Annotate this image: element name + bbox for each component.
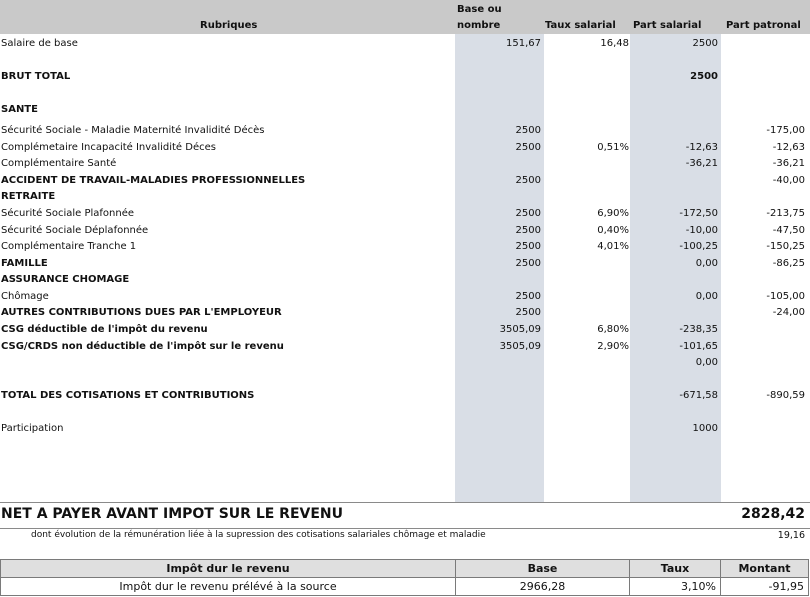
- remuneration-note-row: [0, 527, 810, 545]
- row-label: Sécurité Sociale Plafonnée: [1, 208, 135, 219]
- row-base: 2500: [515, 307, 541, 318]
- row-label: ACCIDENT DE TRAVAIL-MALADIES PROFESSIONNELLES: [1, 175, 306, 186]
- table-row: [0, 102, 810, 118]
- tax-header-montant: Montant: [721, 560, 809, 578]
- net-a-payer-value: 2828,42: [741, 506, 805, 522]
- income-tax-table: [0, 559, 809, 596]
- row-label: Complémentaire Santé: [1, 158, 117, 169]
- row-part-salarial: 0,00: [695, 291, 718, 302]
- row-base: 2500: [515, 291, 541, 302]
- header-base-line1: Base ou: [457, 4, 502, 15]
- row-part-patronal: -24,00: [772, 307, 805, 318]
- row-part-patronal: -213,75: [766, 208, 805, 219]
- remuneration-note-value: 19,16: [777, 530, 805, 541]
- row-label: FAMILLE: [1, 258, 48, 269]
- row-part-patronal: -86,25: [772, 258, 805, 269]
- row-taux: 6,90%: [597, 208, 629, 219]
- table-row: [0, 421, 810, 437]
- row-part-patronal: -12,63: [772, 142, 805, 153]
- row-taux: 2,90%: [597, 341, 629, 352]
- income-tax-row: [1, 578, 809, 596]
- tax-row-taux: 3,10%: [630, 578, 721, 596]
- net-a-payer-label: NET A PAYER AVANT IMPOT SUR LE REVENU: [1, 506, 344, 522]
- income-tax-header-row: [1, 560, 809, 578]
- row-base: 2500: [515, 175, 541, 186]
- table-row: [0, 223, 810, 239]
- row-label: Chômage: [1, 291, 49, 302]
- row-label: Sécurité Sociale - Maladie Maternité Invalidité Décès: [1, 125, 265, 136]
- row-part-patronal: -47,50: [772, 225, 805, 236]
- row-part-patronal: -36,21: [772, 158, 805, 169]
- table-header: [0, 0, 810, 34]
- row-part-salarial: -671,58: [679, 390, 718, 401]
- row-label: Sécurité Sociale Déplafonnée: [1, 225, 149, 236]
- table-row: [0, 289, 810, 305]
- row-label: Participation: [1, 423, 64, 434]
- table-row: [0, 305, 810, 321]
- tax-row-montant: -91,95: [721, 578, 809, 596]
- row-base: 2500: [515, 142, 541, 153]
- row-part-salarial: 2500: [692, 38, 718, 49]
- row-taux: 0,40%: [597, 225, 629, 236]
- row-taux: 4,01%: [597, 241, 629, 252]
- row-taux: 0,51%: [597, 142, 629, 153]
- table-row: [0, 206, 810, 222]
- table-row: [0, 69, 810, 85]
- row-part-salarial: 1000: [692, 423, 718, 434]
- row-base: 3505,09: [499, 324, 541, 335]
- table-row: [0, 256, 810, 272]
- table-row: [0, 36, 810, 52]
- row-base: 151,67: [506, 38, 541, 49]
- row-part-salarial: -172,50: [679, 208, 718, 219]
- row-base: 2500: [515, 225, 541, 236]
- row-part-salarial: -238,35: [679, 324, 718, 335]
- row-part-salarial: 0,00: [695, 357, 718, 368]
- table-row: [0, 272, 810, 288]
- row-base: 2500: [515, 125, 541, 136]
- header-base-line2: nombre: [457, 20, 501, 31]
- row-base: 3505,09: [499, 341, 541, 352]
- table-row: [0, 339, 810, 355]
- row-part-salarial: 0,00: [695, 258, 718, 269]
- row-part-salarial: 2500: [690, 71, 718, 82]
- row-label: CSG/CRDS non déductible de l'impôt sur le revenu: [1, 341, 284, 352]
- header-rubriques: Rubriques: [200, 20, 258, 31]
- row-part-salarial: -36,21: [685, 158, 718, 169]
- tax-header-base: Base: [456, 560, 630, 578]
- table-row: [0, 123, 810, 139]
- remuneration-note-label: dont évolution de la rémunération liée à la supression des cotisations salariales chômage et maladie: [31, 530, 486, 540]
- row-label: Salaire de base: [1, 38, 78, 49]
- row-base: 2500: [515, 241, 541, 252]
- row-taux: 6,80%: [597, 324, 629, 335]
- header-taux-salarial: Taux salarial: [545, 20, 616, 31]
- table-row: [0, 322, 810, 338]
- row-part-patronal: -175,00: [766, 125, 805, 136]
- row-label: CSG déductible de l'impôt du revenu: [1, 324, 208, 335]
- net-a-payer-row: [0, 502, 810, 529]
- row-part-salarial: -12,63: [685, 142, 718, 153]
- row-taux: 16,48: [600, 38, 629, 49]
- tax-header-taux: Taux: [630, 560, 721, 578]
- table-row: [0, 140, 810, 156]
- tax-row-base: 2966,28: [456, 578, 630, 596]
- header-part-salarial: Part salarial: [633, 20, 702, 31]
- row-label: RETRAITE: [1, 191, 56, 202]
- row-label: Complémetaire Incapacité Invalidité Déces: [1, 142, 216, 153]
- table-row: [0, 173, 810, 189]
- row-label: BRUT TOTAL: [1, 71, 71, 82]
- row-label: Complémentaire Tranche 1: [1, 241, 137, 252]
- row-label: TOTAL DES COTISATIONS ET CONTRIBUTIONS: [1, 390, 255, 401]
- row-part-salarial: -101,65: [679, 341, 718, 352]
- row-label: AUTRES CONTRIBUTIONS DUES PAR L'EMPLOYEUR: [1, 307, 282, 318]
- table-row: [0, 388, 810, 404]
- row-part-patronal: -40,00: [772, 175, 805, 186]
- row-part-salarial: -100,25: [679, 241, 718, 252]
- table-row: [0, 355, 810, 371]
- row-label: SANTE: [1, 104, 38, 115]
- table-row: [0, 189, 810, 205]
- tax-header-impot: Impôt dur le revenu: [1, 560, 456, 578]
- row-part-patronal: -890,59: [766, 390, 805, 401]
- row-base: 2500: [515, 208, 541, 219]
- row-part-patronal: -105,00: [766, 291, 805, 302]
- row-label: ASSURANCE CHOMAGE: [1, 274, 130, 285]
- row-base: 2500: [515, 258, 541, 269]
- header-part-patronal: Part patronal: [726, 20, 801, 31]
- tax-row-label: Impôt dur le revenu prélévé à la source: [1, 578, 456, 596]
- row-part-patronal: -150,25: [766, 241, 805, 252]
- table-row: [0, 239, 810, 255]
- table-row: [0, 156, 810, 172]
- row-part-salarial: -10,00: [685, 225, 718, 236]
